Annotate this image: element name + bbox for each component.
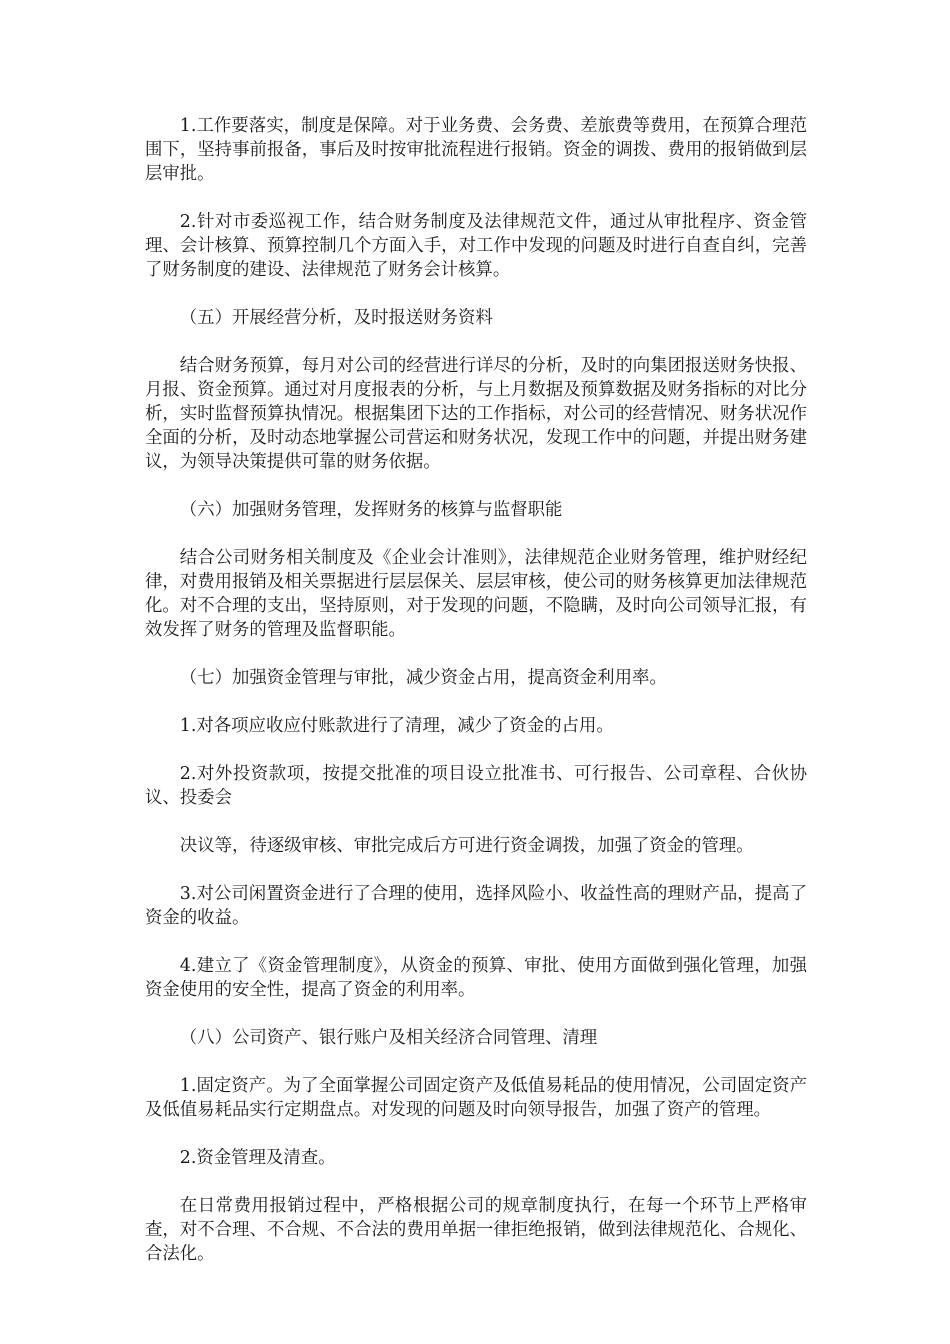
document-page (145, 114, 807, 1290)
paragraph-8: 3.对公司闲置资金进行了合理的使用，选择风险小、收益性高的理财产品，提高了资金的收益。 (145, 884, 807, 928)
paragraph-12: 在日常费用报销过程中，严格根据公司的规章制度执行，在每一个环节上严格审查，对不合理、不合规、不合法的费用单据一律拒绝报销，做到法律规范化、合规化、合法化。 (145, 1196, 807, 1264)
paragraph-4: 结合公司财务相关制度及《企业会计准则》，法律规范企业财务管理，维护财经纪律，对费用报销及相关票据进行层层保关、层层审核，使公司的财务核算更加法律规范化。对不合理的支出，坚持原则，对于发现的问题，不隐瞒，及时向公司领导汇报，有效发挥了财务的管理及监督职能。 (145, 548, 807, 640)
section-heading-5: （五）开展经营分析，及时报送财务资料 (179, 308, 493, 328)
paragraph-2: 2.针对市委巡视工作，结合财务制度及法律规范文件，通过从审批程序、资金管理、会计核算、预算控制几个方面入手，对工作中发现的问题及时进行自查自纠，完善了财务制度的建设、法律规范了财务会计核算。 (145, 212, 807, 280)
section-heading-6: （六）加强财务管理，发挥财务的核算与监督职能 (179, 500, 563, 520)
paragraph-7: 决议等，待逐级审核、审批完成后方可进行资金调拨，加强了资金的管理。 (179, 836, 754, 856)
section-heading-7: （七）加强资金管理与审批，减少资金占用，提高资金利用率。 (179, 668, 667, 688)
paragraph-11: 2.资金管理及清查。 (179, 1148, 336, 1168)
paragraph-10: 1.固定资产。为了全面掌握公司固定资产及低值易耗品的使用情况，公司固定资产及低值易耗品实行定期盘点。对发现的问题及时向领导报告，加强了资产的管理。 (145, 1076, 807, 1120)
section-heading-8: （八）公司资产、银行账户及相关经济合同管理、清理 (179, 1028, 598, 1048)
paragraph-9: 4.建立了《资金管理制度》，从资金的预算、审批、使用方面做到强化管理，加强资金使用的安全性，提高了资金的利用率。 (145, 956, 807, 1000)
paragraph-6: 2.对外投资款项，按提交批准的项目设立批准书、可行报告、公司章程、合伙协议、投委会 (145, 764, 807, 808)
paragraph-5: 1.对各项应收应付账款进行了清理，减少了资金的占用。 (179, 716, 614, 736)
paragraph-3: 结合财务预算，每月对公司的经营进行详尽的分析，及时的向集团报送财务快报、月报、资金预算。通过对月度报表的分析，与上月数据及预算数据及财务指标的对比分析，实时监督预算执情况。根据集团下达的工作指标，对公司的经营情况、财务状况作全面的分析，及时动态地掌握公司营运和财务状况，发现工作中的问题，并提出财务建议，为领导决策提供可靠的财务依据。 (145, 356, 807, 472)
paragraph-1: 1.工作要落实，制度是保障。对于业务费、会务费、差旅费等费用，在预算合理范围下，坚持事前报备，事后及时按审批流程进行报销。资金的调拨、费用的报销做到层层审批。 (145, 116, 807, 184)
